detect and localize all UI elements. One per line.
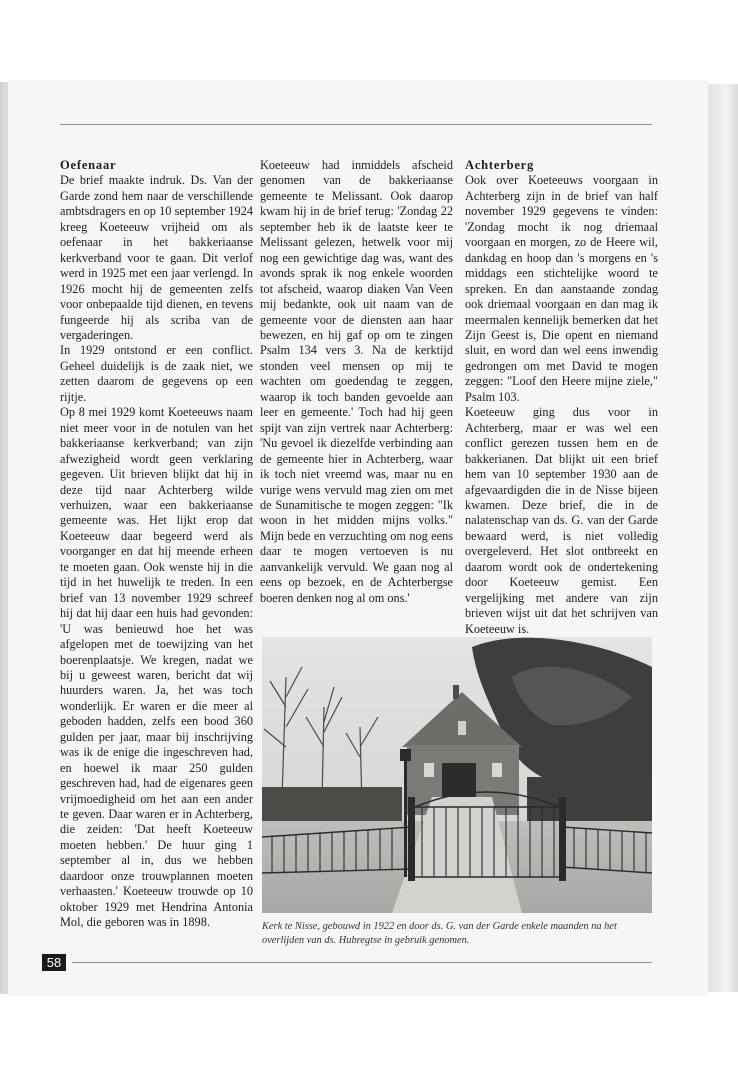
- footer-rule: [72, 962, 652, 963]
- paragraph: De brief maakte indruk. Ds. Van der Garde zond hem naar de verschillende ambtsdragers en op 10 september 1924 kreeg Koeteeuw vrijheid om als oefenaar in het bakkeriaanse kerkverband voor te gaan. Dit verlof werd in 1925 met een jaar verlengd. In 1926 mocht hij de gemeenten zelfs voor onbepaalde tijd dienen, en tevens fungeerde hij als scriba van de vergaderingen.: [60, 173, 253, 342]
- figure-caption: Kerk te Nisse, gebouwd in 1922 en door ds. G. van der Garde enkele maanden na het overlijden van ds. Hubregtse in gebruik genomen.: [262, 921, 617, 946]
- church-photo-illustration: [262, 637, 652, 913]
- church-photo: [262, 637, 652, 913]
- section-heading-oefenaar: Oefenaar: [60, 158, 117, 172]
- paragraph: Koeteeuw had inmiddels afscheid genomen van de bakkeriaanse gemeente te Melissant. Ook daarop kwam hij in de brief terug: 'Zondag 22 september heb ik de laatste keer te Melissant gelezen, hetwelk voor mij nog een gewichtige dag was, want des avonds sprak ik nog enkele woorden tot afscheid, waarop diaken Van Veen mij bedankte, ook uit naam van de gemeente voor de diensten aan haar bewezen, en hij gaf op om te zingen Psalm 134 vers 3. Na de kerktijd stonden veel mensen op mij te wachten om goedendag te zeggen, waarop ik toch banden gevoelde aan leer en gemeente.' Toch had hij geen spijt van zijn vertrek naar Achterberg: 'Nu gevoel ik diezelfde verbinding aan de gemeente hier in Achterberg, waar ik toch niet vreemd was, maar nu en vurige wens vervuld mag zien om met de Sunamitische te mogen zeggen: "Ik woon in het midden mijns volks." Mijn bede en verzuchting om nog eens daar te mogen vertoeven is nu aanvankelijk vervuld. We gaan nog al eens op bezoek, en de Achterbergse boeren denken nog al om ons.': [260, 158, 453, 605]
- header-rule: [60, 124, 652, 125]
- paragraph: In 1929 ontstond er een conflict. Geheel duidelijk is de zaak niet, we zetten daarom de gegevens op een rijtje.: [60, 343, 253, 404]
- paragraph: Ook over Koeteeuws voorgaan in Achterberg zijn in de brief van half november 1929 gegevens te vinden: 'Zondag mocht ik nog driemaal voorgaan en morgen, zo de Heere wil, dankdag en hoop dan 's morgens en 's middags een stichtelijke woord te spreken. En dan aanstaande zondag ook driemaal voorgaan en dan mag ik meermalen kennelijk bemerken dat het Zijn Geest is, Die opent en niemand sluit, en word dan wel eens inwendig gedrongen om met David te mogen zeggen: "Loof den Heere mijne ziele," Psalm 103.: [465, 173, 658, 404]
- text-column-2: [260, 158, 453, 606]
- paragraph: Koeteeuw ging dus voor in Achterberg, maar er was wel een conflict gerezen tussen hem en de bakkerianen. Dat blijkt uit een brief hem van 10 september 1930 aan de afgevaardigden die in de Nisse bijeen kwamen. Deze brief, die in de nalatenschap van ds. G. van der Garde bewaard werd, is niet volledig overgeleverd. Het slot ontbreekt en daarom wordt ook de ondertekening door Koeteeuw gemist. Een vergelijking met andere van zijn brieven wijst uit dat het schrijven van Koeteeuw is.: [465, 405, 658, 636]
- facing-page-edge: [708, 84, 738, 992]
- text-column-3: [465, 158, 658, 637]
- text-column-1: [60, 158, 253, 931]
- paragraph: Op 8 mei 1929 komt Koeteeuws naam niet meer voor in de notulen van het bakkeriaanse kerkverband; van zijn afwezigheid wordt geen verklaring gegeven. Uit brieven blijkt dat hij in deze tijd naar Achterberg wilde verhuizen, waar een bakkeriaanse gemeente was. Het lijkt erop dat Koeteeuw daar begeerd werd als voorganger en dat hij meende erheen te moeten gaan. Ook wenste hij in die tijd in het huwelijk te treden. In een brief van 13 november 1929 schreef hij dat hij daar een huis had gevonden: 'U was benieuwd hoe het was afgelopen met de toewijzing van het boerenplaatsje. We kregen, nadat we bij u geweest waren, bericht dat wij huurders waren. Ja, het was toch wonderlijk. Er waren er die meer al geboden hadden, zelfs een bood 360 gulden per jaar, maar bij inschrijving was ik de enige die ingeschreven had, en hoewel ik maar 250 gulden geschreven had, had de eigenares geen vrijmoedigheid om het aan een ander te geven. Daar waren er in Achterberg, die zeiden: 'Dat heeft Koeteeuw moeten hebben.' De huur ging 1 september al in, dus we hebben daardoor onze trouwplannen moeten verhaasten.' Koeteeuw trouwde op 10 oktober 1929 met Hendrina Antonia Mol, die geboren was in 1898.: [60, 405, 253, 930]
- section-heading-achterberg: Achterberg: [465, 158, 535, 172]
- page-number: 58: [42, 954, 66, 971]
